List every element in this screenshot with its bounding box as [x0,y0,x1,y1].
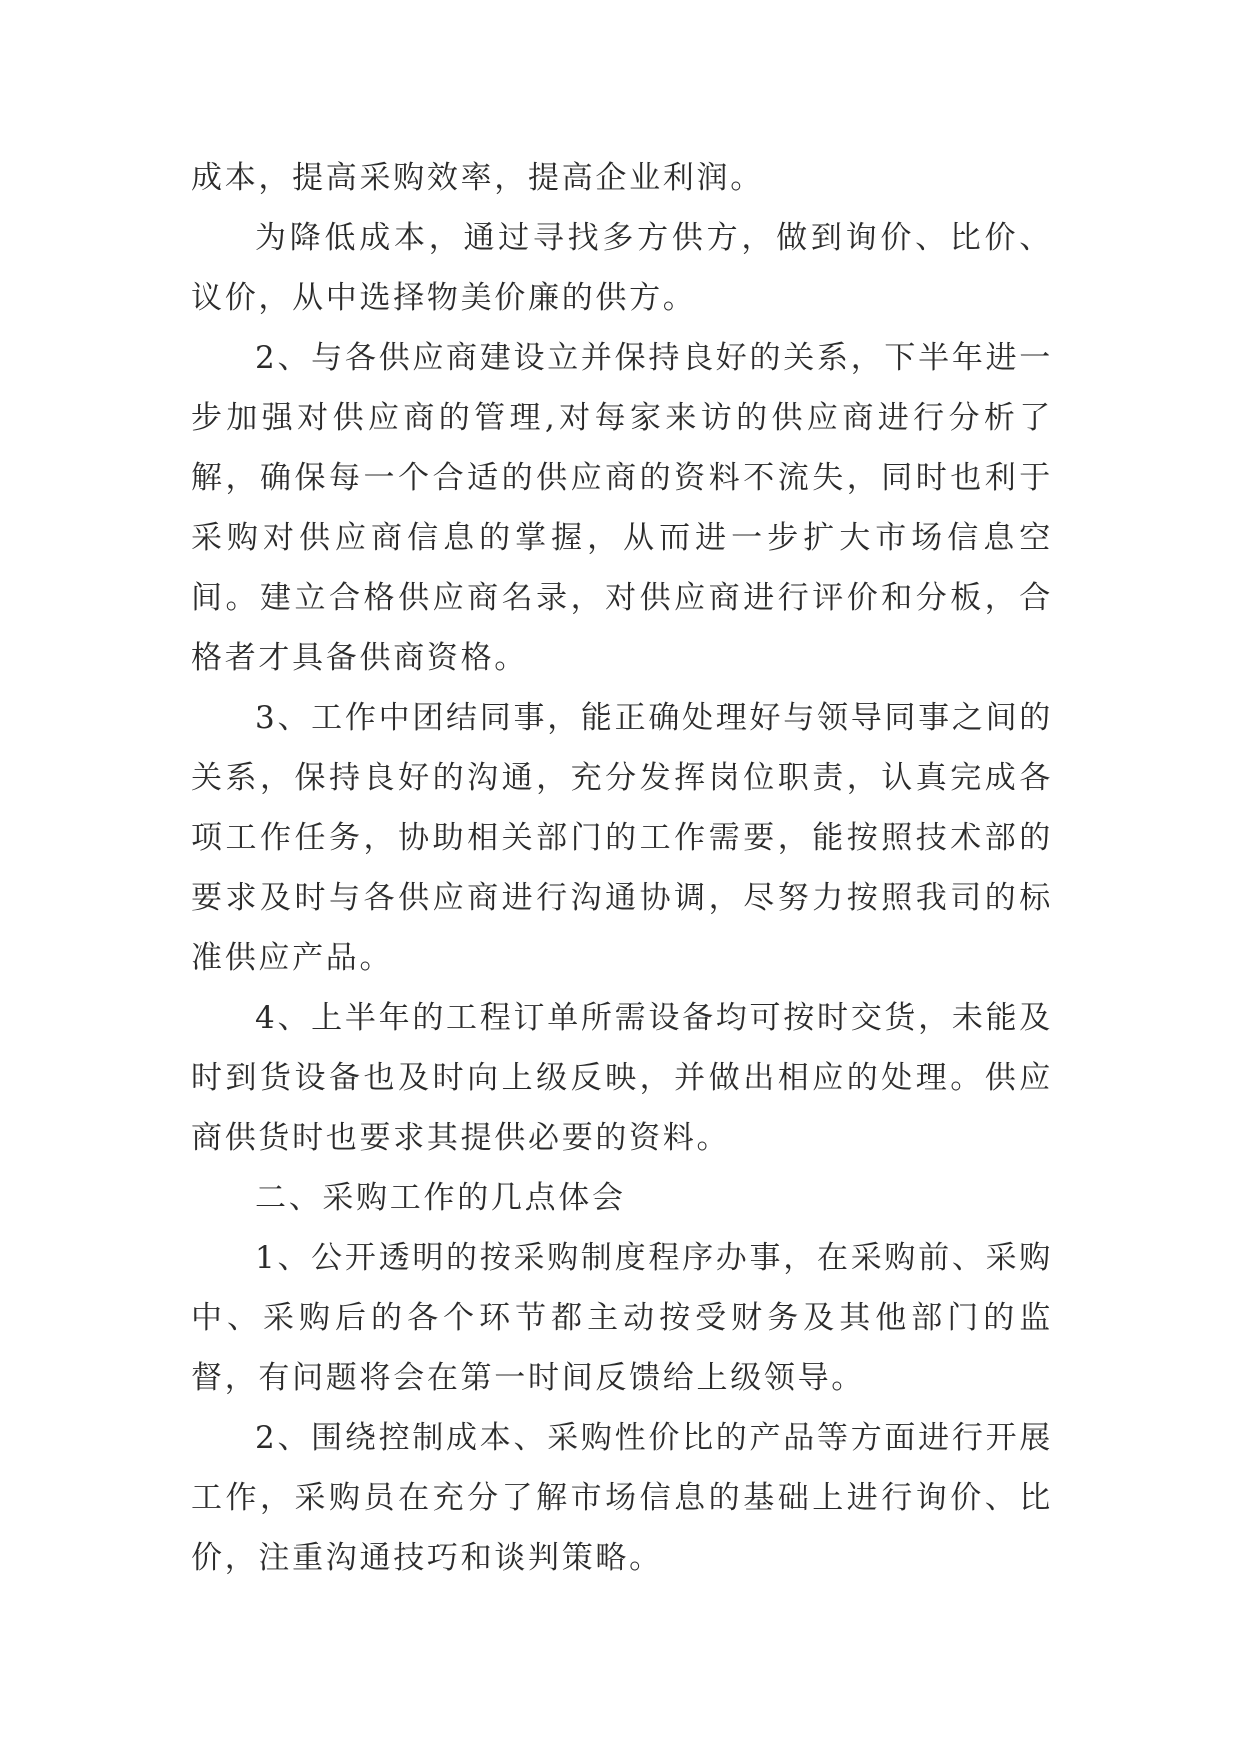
paragraph-5: 4、上半年的工程订单所需设备均可按时交货，未能及时到货设备也及时向上级反映，并做出相应的处理。供应商供货时也要求其提供必要的资料。 [191,1000,1053,1156]
paragraph-7: 2、围绕控制成本、采购性价比的产品等方面进行开展工作，采购员在充分了解市场信息的基础上进行询价、比价，注重沟通技巧和谈判策略。 [191,1420,1053,1576]
paragraph-3: 2、与各供应商建设立并保持良好的关系，下半年进一步加强对供应商的管理,对每家来访的供应商进行分析了解，确保每一个合适的供应商的资料不流失，同时也利于采购对供应商信息的掌握，从而进一步扩大市场信息空间。建立合格供应商名录，对供应商进行评价和分板，合格者才具备供商资格。 [191,340,1053,676]
paragraph-1: 成本，提高采购效率，提高企业利润。 [191,160,764,196]
paragraph-2: 为降低成本，通过寻找多方供方，做到询价、比价、议价，从中选择物美价廉的供方。 [191,220,1053,316]
document-body [191,148,1053,1588]
paragraph-4: 3、工作中团结同事，能正确处理好与领导同事之间的关系，保持良好的沟通，充分发挥岗位职责，认真完成各项工作任务，协助相关部门的工作需要，能按照技术部的要求及时与各供应商进行沟通协调，尽努力按照我司的标准供应产品。 [191,700,1053,976]
paragraph-6: 1、公开透明的按采购制度程序办事，在采购前、采购中、采购后的各个环节都主动按受财务及其他部门的监督，有问题将会在第一时间反馈给上级领导。 [191,1240,1053,1396]
section-heading: 二、采购工作的几点体会 [255,1180,626,1216]
